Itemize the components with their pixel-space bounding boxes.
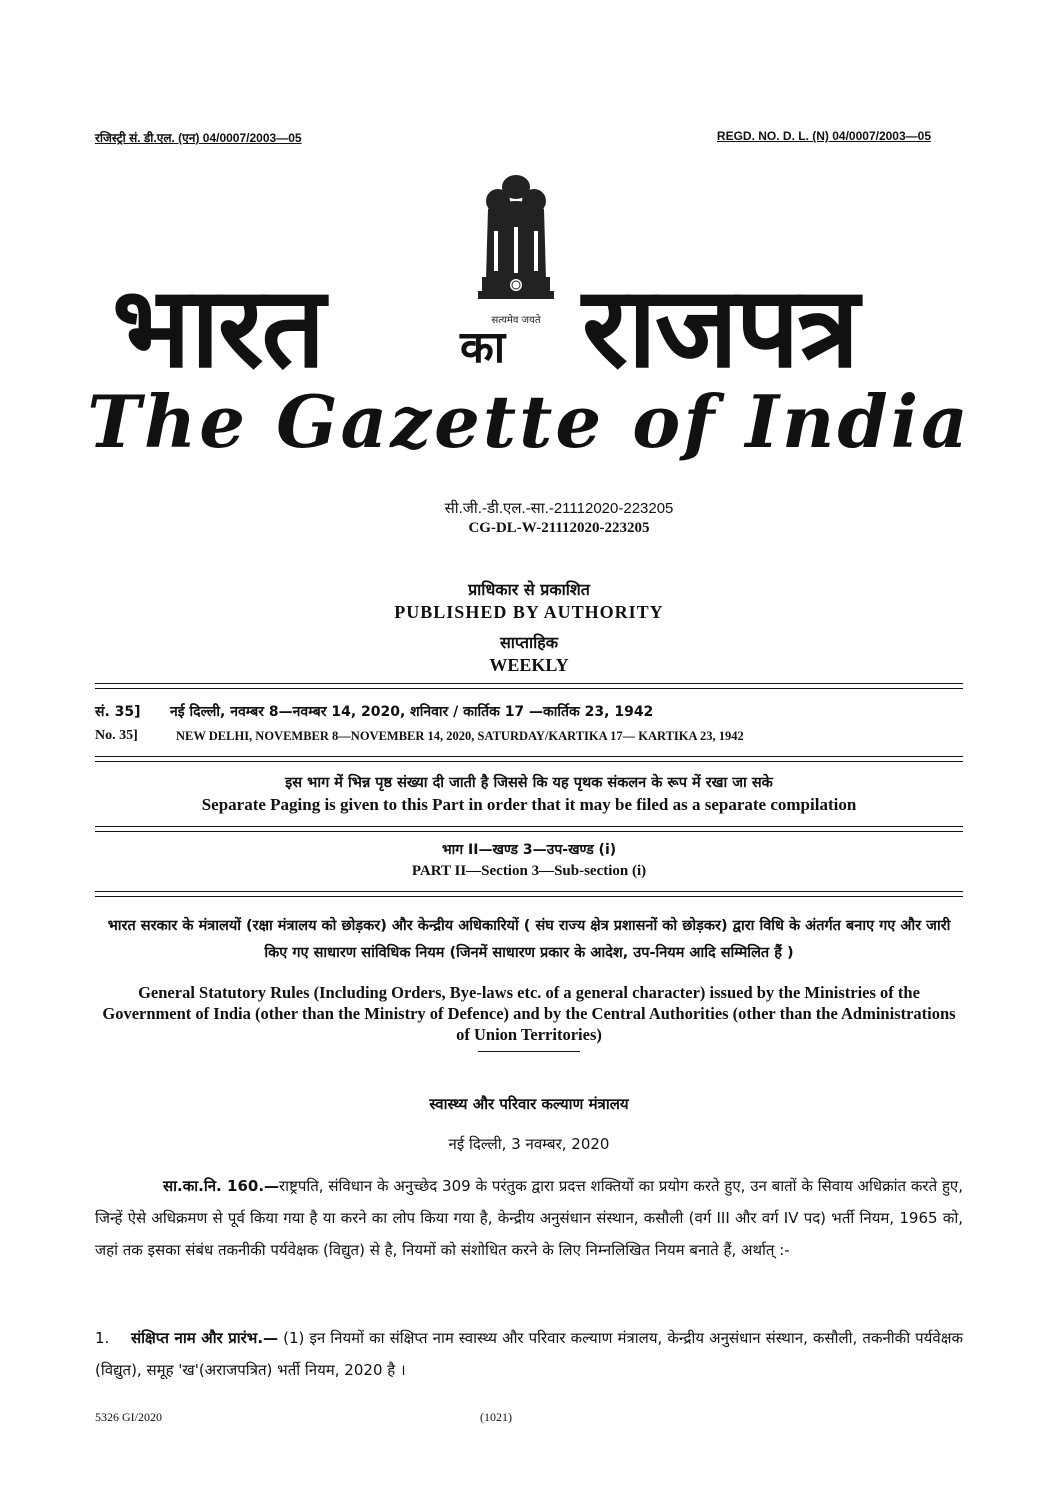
divider bbox=[478, 1051, 580, 1052]
part-section-hindi: भाग II—खण्ड 3—उप-खण्ड (i) bbox=[441, 842, 617, 858]
issue-number-hindi: सं. 35] bbox=[95, 704, 141, 720]
gazette-id-hindi: सी.जी.-डी.एल.-सा.-21112020-223205 bbox=[444, 500, 674, 517]
issue-date-hindi: नई दिल्ली, नवम्बर 8—नवम्बर 14, 2020, शनिवार / कार्तिक 17 —कार्तिक 23, 1942 bbox=[170, 704, 654, 720]
place-date: नई दिल्ली, 3 नवम्बर, 2020 bbox=[448, 1135, 610, 1153]
gazette-id-english: CG-DL-W-21112020-223205 bbox=[468, 520, 650, 536]
registration-number-english: REGD. NO. D. L. (N) 04/0007/2003—05 bbox=[716, 129, 931, 143]
rule-heading: संक्षिप्त नाम और प्रारंभ.— bbox=[131, 1329, 279, 1347]
divider bbox=[95, 683, 963, 684]
notification-body: राष्ट्रपति, संविधान के अनुच्छेद 309 के परंतुक द्वारा प्रदत्त शक्तियों का प्रयोग करते हुए, उन बातों के सिवाय अधिक्रांत करते हुए, जिन्हें ऐसे अधिक्रमण से पूर्व किया गया है या करने का लोप किया गया है, केन्द्रीय अनुसंधान संस्थान, कसौली (वर्ग III और वर्ग IV पद) भर्ती नियम, 1965 को, जहां तक इसका संबंध तकनीकी पर्यवेक्षक (विद्युत) से है, नियमों को संशोधित करने के लिए निम्नलिखित नियम बनाते हैं, अर्थात् :- bbox=[95, 1177, 963, 1259]
published-by-authority-hindi: प्राधिकार से प्रकाशित bbox=[468, 580, 590, 599]
masthead-hindi-bharat: भारत bbox=[112, 263, 324, 393]
gsr-heading-english: General Statutory Rules (Including Orders, Bye-laws etc. of a general character) issued by the Ministries of the Government of India (other than the Ministry of Defence) and by the Central Authorities (other than the Administrations of Union Territories) bbox=[102, 983, 956, 1044]
rule-text: (1) इन नियमों का संक्षिप्त नाम स्वास्थ्य और परिवार कल्याण मंत्रालय, केन्द्रीय अनुसंधान संस्थान, कसौली, तकनीकी पर्यवेक्षक (विद्युत), समूह 'ख'(अराजपत्रित) भर्ती नियम, 2020 है । bbox=[95, 1329, 963, 1379]
divider bbox=[95, 688, 963, 689]
footer-code: 5326 GI/2020 bbox=[95, 1410, 162, 1424]
separate-paging-hindi: इस भाग में भिन्न पृष्ठ संख्या दी जाती है जिससे कि यह पृथक संकलन के रूप में रखा जा सके bbox=[285, 775, 773, 791]
rule-number: 1. bbox=[95, 1329, 110, 1347]
notification-paragraph bbox=[95, 1170, 963, 1266]
weekly-english: WEEKLY bbox=[489, 655, 569, 675]
separate-paging-english: Separate Paging is given to this Part in order that it may be filed as a separate compilation bbox=[201, 795, 857, 814]
divider bbox=[95, 756, 963, 757]
gsr-number: सा.का.नि. 160.— bbox=[163, 1177, 280, 1195]
part-section-english: PART II—Section 3—Sub-section (i) bbox=[411, 863, 647, 879]
weekly-hindi: साप्ताहिक bbox=[499, 633, 559, 652]
divider bbox=[95, 896, 963, 897]
rule-1 bbox=[95, 1322, 963, 1386]
ministry-name: स्वास्थ्य और परिवार कल्याण मंत्रालय bbox=[429, 1095, 629, 1113]
divider bbox=[95, 831, 963, 832]
registration-number-hindi: रजिस्ट्री सं. डी.एल. (एन) 04/0007/2003—05 bbox=[95, 131, 302, 145]
emblem-motto: सत्यमेव जयते bbox=[491, 315, 541, 326]
masthead-hindi-rajpatra: राजपत्र bbox=[582, 263, 858, 393]
divider bbox=[95, 826, 963, 827]
issue-number-english: No. 35] bbox=[95, 728, 138, 743]
published-by-authority-english: PUBLISHED BY AUTHORITY bbox=[394, 602, 664, 622]
masthead-english-title: The Gazette of India bbox=[87, 379, 971, 464]
page-number: (1021) bbox=[480, 1410, 512, 1424]
divider bbox=[95, 891, 963, 892]
issue-date-english: NEW DELHI, NOVEMBER 8—NOVEMBER 14, 2020, SATURDAY/KARTIKA 17— KARTIKA 23, 1942 bbox=[176, 729, 744, 743]
gsr-heading-hindi: भारत सरकार के मंत्रालयों (रक्षा मंत्रालय को छोड़कर) और केन्द्रीय अधिकारियों ( संघ राज्य क्षेत्र प्रशासनों को छोड़कर) द्वारा विधि के अंतर्गत बनाए गए और जारी किए गए साधारण सांविधिक नियम (जिनमें साधारण प्रकार के आदेश, उप-नियम आदि सम्मिलित हैं ) bbox=[107, 918, 951, 961]
divider bbox=[95, 761, 963, 762]
national-emblem-icon bbox=[468, 171, 564, 331]
masthead-hindi-ka: का bbox=[460, 322, 506, 373]
